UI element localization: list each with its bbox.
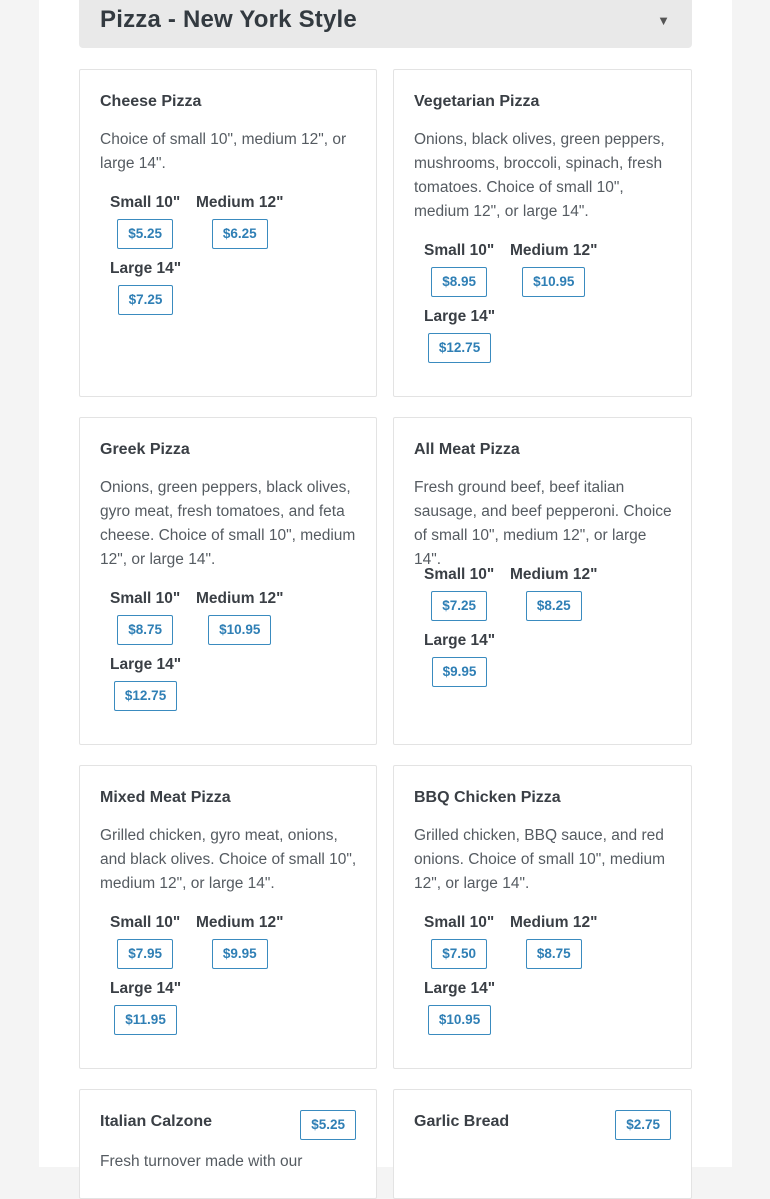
size-option-small (110, 589, 180, 645)
item-description: Fresh ground beef, beef italian sausage, and beef pepperoni. Choice of small 10", medium 12", or large 14". (414, 479, 672, 568)
size-label: Medium 12" (510, 914, 598, 931)
price-button-large[interactable]: $9.95 (432, 657, 488, 687)
price-button-medium[interactable]: $8.25 (526, 591, 582, 621)
item-name: Greek Pizza (100, 441, 190, 458)
item-name: Vegetarian Pizza (414, 93, 540, 110)
item-description: Onions, green peppers, black olives, gyro meat, fresh tomatoes, and feta cheese. Choice of small 10", medium 12", or large 14". (100, 479, 356, 568)
size-option-medium (510, 913, 597, 969)
price-button[interactable]: $5.25 (300, 1110, 356, 1140)
price-button-small[interactable]: $7.95 (117, 939, 173, 969)
size-option-medium (510, 565, 597, 621)
item-description: Onions, black olives, green peppers, mushrooms, broccoli, spinach, fresh tomatoes. Choice of small 10", medium 12", or large 14". (414, 131, 665, 220)
price-button-small[interactable]: $7.50 (431, 939, 487, 969)
size-option-small (110, 193, 180, 249)
size-option-large (110, 979, 181, 1035)
item-name: All Meat Pizza (414, 441, 520, 458)
size-label: Large 14" (110, 980, 182, 997)
size-option-large (424, 979, 495, 1035)
size-option-small (110, 913, 180, 969)
size-option-medium (196, 589, 283, 645)
menu-item-card (393, 417, 692, 745)
size-option-medium (196, 193, 283, 249)
size-label: Medium 12" (510, 566, 598, 583)
menu-item-card (79, 69, 377, 397)
item-name: BBQ Chicken Pizza (414, 789, 561, 806)
size-label: Small 10" (110, 194, 181, 211)
price-button-large[interactable]: $12.75 (114, 681, 177, 711)
item-name: Italian Calzone (100, 1113, 213, 1130)
size-label: Small 10" (110, 914, 181, 931)
size-option-large (110, 259, 181, 315)
price-button-small[interactable]: $8.95 (431, 267, 487, 297)
price-button-large[interactable]: $12.75 (428, 333, 491, 363)
size-label: Large 14" (424, 308, 496, 325)
size-label: Large 14" (110, 260, 182, 277)
menu-item-card (393, 765, 692, 1069)
size-option-large (424, 307, 495, 363)
price-button-medium[interactable]: $8.75 (526, 939, 582, 969)
menu-item-card (79, 417, 377, 745)
size-label: Medium 12" (196, 590, 284, 607)
size-option-large (110, 655, 181, 711)
size-option-small (424, 565, 494, 621)
item-description: Grilled chicken, gyro meat, onions, and black olives. Choice of small 10", medium 12", or large 14". (100, 827, 357, 892)
item-description: Choice of small 10", medium 12", or large 14". (100, 131, 347, 172)
size-option-medium (196, 913, 283, 969)
menu-item-card (79, 1089, 377, 1199)
price-button-small[interactable]: $5.25 (117, 219, 173, 249)
size-option-large (424, 631, 495, 687)
price-button-small[interactable]: $7.25 (431, 591, 487, 621)
size-label: Medium 12" (196, 194, 284, 211)
price-button-large[interactable]: $10.95 (428, 1005, 491, 1035)
price-button[interactable]: $2.75 (615, 1110, 671, 1140)
price-button-large[interactable]: $11.95 (114, 1005, 177, 1035)
size-label: Small 10" (424, 242, 495, 259)
menu-page (39, 0, 732, 1170)
price-button-medium[interactable]: $10.95 (522, 267, 585, 297)
menu-item-card (393, 1089, 692, 1199)
price-button-large[interactable]: $7.25 (118, 285, 174, 315)
price-button-medium[interactable]: $9.95 (212, 939, 268, 969)
size-option-small (424, 241, 494, 297)
menu-item-card (79, 765, 377, 1069)
size-label: Small 10" (110, 590, 181, 607)
size-label: Medium 12" (510, 242, 598, 259)
menu-item-card (393, 69, 692, 397)
section-header-pizza[interactable] (79, 0, 692, 48)
price-button-medium[interactable]: $10.95 (208, 615, 271, 645)
size-label: Large 14" (110, 656, 182, 673)
caret-down-icon[interactable]: ▼ (657, 13, 670, 28)
price-button-medium[interactable]: $6.25 (212, 219, 268, 249)
item-name: Garlic Bread (414, 1113, 510, 1130)
price-button-small[interactable]: $8.75 (117, 615, 173, 645)
item-description: Fresh turnover made with our (100, 1153, 303, 1170)
item-description: Grilled chicken, BBQ sauce, and red onions. Choice of small 10", medium 12", or large 14". (414, 827, 666, 892)
size-label: Small 10" (424, 566, 495, 583)
size-label: Large 14" (424, 632, 496, 649)
section-title: Pizza - New York Style (100, 6, 357, 33)
size-label: Large 14" (424, 980, 496, 997)
size-option-medium (510, 241, 597, 297)
size-option-small (424, 913, 494, 969)
item-name: Mixed Meat Pizza (100, 789, 231, 806)
item-name: Cheese Pizza (100, 93, 202, 110)
size-label: Medium 12" (196, 914, 284, 931)
size-label: Small 10" (424, 914, 495, 931)
